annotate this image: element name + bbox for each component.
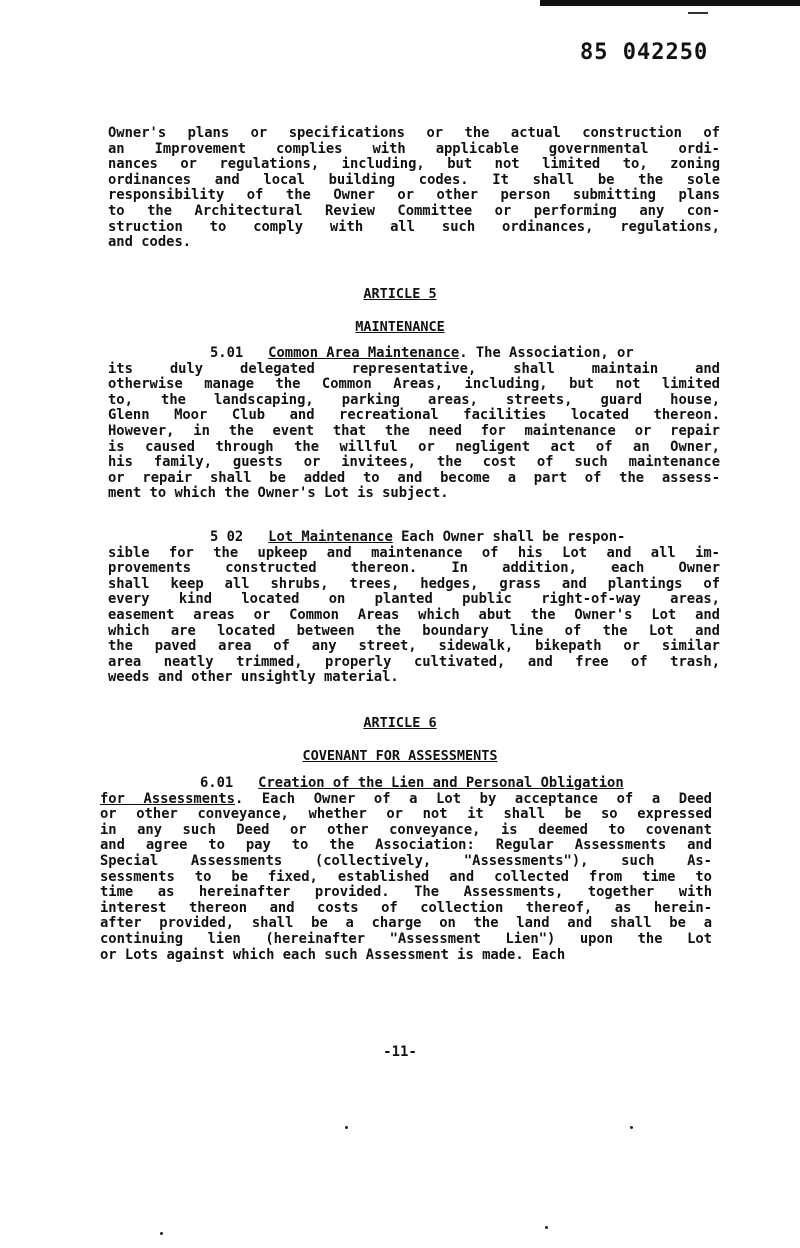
section-6-01-number: 6.01 [200, 775, 234, 791]
continuation-line: an Improvement complies with applicable governmental ordi- [108, 140, 720, 157]
section-5-01-line: is caused through the willful or negligent act of an Owner, [108, 438, 720, 455]
article-6-subtitle [0, 748, 800, 764]
section-5-02-first-rest: Each Owner shall be respon- [392, 529, 626, 545]
section-5-02-body [108, 546, 720, 686]
section-5-02-number: 5 02 [210, 529, 244, 545]
scan-edge-mark [540, 0, 800, 6]
document-number: 85 042250 [580, 40, 709, 65]
section-6-01 [100, 776, 712, 963]
section-5-01-first-rest: . The Association, or [459, 345, 634, 361]
section-6-01-line: Special Assessments (collectively, "Assessments"), such As- [100, 852, 712, 869]
scan-dash-mark [688, 12, 708, 14]
section-5-01-line: However, in the event that the need for maintenance or repair [108, 422, 720, 439]
section-5-02-line: provements constructed thereon. In addition, each Owner [108, 560, 720, 577]
section-5-01-line: or repair shall be added to and become a part of the assess- [108, 469, 720, 486]
section-5-01-line: its duly delegated representative, shall maintain and [108, 360, 720, 377]
continuation-line: struction to comply with all such ordinances, regulations, [108, 218, 720, 235]
section-5-01-heading: Common Area Maintenance [268, 345, 460, 361]
continuation-line: nances or regulations, including, but not limited to, zoning [108, 156, 720, 173]
section-6-01-first-line [100, 776, 712, 792]
article-5-title-text: ARTICLE 5 [363, 286, 437, 302]
scan-speck [160, 1232, 163, 1235]
section-6-01-line: time as hereinafter provided. The Assessments, together with [100, 884, 712, 901]
section-6-01-second-rest: . Each Owner of a Lot by acceptance of a Deed [234, 790, 712, 807]
scan-speck [630, 1126, 633, 1129]
section-5-02-line: easement areas or Common Areas which abut the Owner's Lot and [108, 606, 720, 623]
section-5-01-line: otherwise manage the Common Areas, including, but not limited [108, 376, 720, 393]
section-6-01-line: interest thereon and costs of collection thereof, as herein- [100, 899, 712, 916]
section-6-01-line: and agree to pay to the Association: Regular Assessments and [100, 837, 712, 854]
section-5-01-line: his family, guests or invitees, the cost of such maintenance [108, 454, 720, 471]
section-5-01-line: ment to which the Owner's Lot is subject. [108, 485, 449, 502]
section-5-02-first-line [108, 530, 720, 546]
section-5-02-line: weeds and other unsightly material. [108, 669, 399, 686]
continuation-paragraph [108, 126, 720, 251]
section-5-02-line: every kind located on planted public right-of-way areas, [108, 591, 720, 608]
section-6-01-line: continuing lien (hereinafter "Assessment Lien") upon the Lot [100, 930, 712, 947]
section-5-01 [108, 346, 720, 502]
continuation-line: and codes. [108, 234, 192, 251]
section-6-01-heading-part1: Creation of the Lien and Personal Obligation [258, 775, 624, 791]
continuation-line: responsibility of the Owner or other person submitting plans [108, 187, 720, 204]
section-5-01-first-line [108, 346, 720, 362]
continuation-line: ordinances and local building codes. It shall be the sole [108, 171, 720, 188]
section-6-01-second-line [100, 792, 712, 808]
scan-speck [345, 1126, 348, 1129]
section-6-01-line: or other conveyance, whether or not it shall be so expressed [100, 806, 712, 823]
section-6-01-heading-part2: for Assessments [100, 790, 235, 807]
section-6-01-line: or Lots against which each such Assessment is made. Each [100, 946, 566, 963]
page-number: -11- [383, 1044, 417, 1060]
section-5-02-line: sible for the upkeep and maintenance of his Lot and all im- [108, 544, 720, 561]
section-5-02-heading: Lot Maintenance [268, 529, 393, 545]
article-6-title-text: ARTICLE 6 [363, 715, 437, 731]
article-5-subtitle [0, 319, 800, 335]
continuation-line: to the Architectural Review Committee or performing any con- [108, 202, 720, 219]
section-5-02 [108, 530, 720, 686]
article-5-title [0, 286, 800, 302]
section-5-02-line: which are located between the boundary line of the Lot and [108, 622, 720, 639]
continuation-line: Owner's plans or specifications or the actual construction of [108, 125, 720, 141]
scan-speck [545, 1226, 548, 1229]
section-5-01-number: 5.01 [210, 345, 244, 361]
article-6-subtitle-text: COVENANT FOR ASSESSMENTS [302, 748, 498, 764]
section-5-02-line: shall keep all shrubs, trees, hedges, grass and plantings of [108, 575, 720, 592]
article-6-title [0, 715, 800, 731]
section-6-01-body [100, 807, 712, 963]
section-5-01-line: Glenn Moor Club and recreational facilities located thereon. [108, 407, 720, 424]
section-5-02-line: area neatly trimmed, properly cultivated, and free of trash, [108, 653, 720, 670]
section-6-01-line: sessments to be fixed, established and collected from time to [100, 868, 712, 885]
section-5-01-body [108, 362, 720, 502]
section-5-02-line: the paved area of any street, sidewalk, bikepath or similar [108, 638, 720, 655]
section-5-01-line: to, the landscaping, parking areas, streets, guard house, [108, 391, 720, 408]
section-6-01-line: after provided, shall be a charge on the land and shall be a [100, 915, 712, 932]
article-5-subtitle-text: MAINTENANCE [355, 319, 445, 335]
section-6-01-line: in any such Deed or other conveyance, is deemed to covenant [100, 821, 712, 838]
